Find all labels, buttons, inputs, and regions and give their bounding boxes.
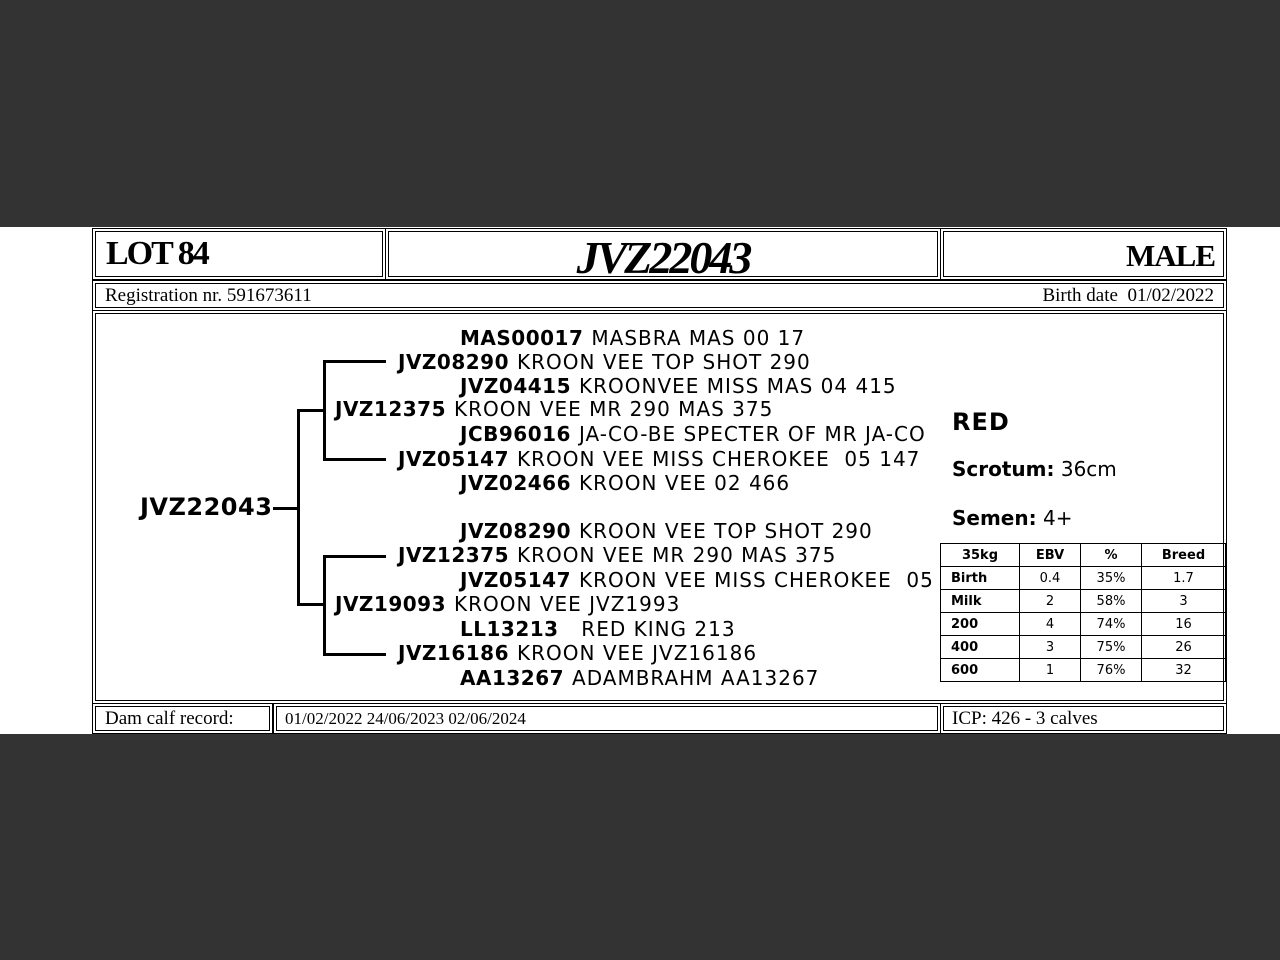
animal-name: KROON VEE JVZ16186: [517, 641, 758, 665]
ebv-header-row: [941, 544, 1226, 567]
ebv-header: Breed: [1142, 544, 1226, 567]
animal-name: KROONVEE MISS MAS 04 415: [579, 374, 897, 398]
ebv-row: [941, 613, 1226, 636]
animal-name: KROON VEE JVZ1993: [454, 592, 681, 616]
animal-code: MAS00017: [460, 326, 584, 350]
animal-code: AA13267: [460, 666, 565, 690]
ebv-value: 3: [1020, 636, 1081, 659]
animal-code: JVZ19093: [335, 592, 447, 616]
calf-record-dates: 01/02/2022 24/06/2023 02/06/2024: [285, 709, 526, 728]
ebv-value: 0.4: [1020, 567, 1081, 590]
ebv-breed-avg: 26: [1142, 636, 1226, 659]
animal-code: JVZ08290: [460, 519, 572, 543]
animal-code: JVZ12375: [335, 397, 447, 421]
animal-name: KROON VEE TOP SHOT 290: [517, 350, 811, 374]
ebv-accuracy: 75%: [1081, 636, 1142, 659]
icp-box: [943, 706, 1224, 731]
ebv-header: %: [1081, 544, 1142, 567]
scrotum-label: Scrotum:: [952, 457, 1055, 481]
sex-label: MALE: [1126, 238, 1215, 273]
ebv-row: [941, 590, 1226, 613]
ebv-breed-avg: 1.7: [1142, 567, 1226, 590]
ebv-header: 35kg: [941, 544, 1020, 567]
coat-color: RED: [952, 408, 1010, 436]
lot-number-box: [95, 231, 383, 277]
ebv-value: 4: [1020, 613, 1081, 636]
registration-bar: [95, 283, 1224, 308]
animal-name: MASBRA MAS 00 17: [591, 326, 806, 350]
animal-name: RED KING 213: [566, 617, 736, 641]
birth-date: [1042, 285, 1214, 307]
animal-code: JVZ05147: [460, 568, 572, 592]
calf-record-dates-box: [276, 706, 938, 731]
ebv-breed-avg: 32: [1142, 659, 1226, 682]
ebv-value: 1: [1020, 659, 1081, 682]
ebv-trait: 400: [941, 636, 1020, 659]
semen-label: Semen:: [952, 506, 1037, 530]
ebv-header: EBV: [1020, 544, 1081, 567]
ebv-breed-avg: 3: [1142, 590, 1226, 613]
birth-date-value: 01/02/2022: [1127, 285, 1214, 306]
animal-code: JVZ08290: [398, 350, 510, 374]
semen-value: 4+: [1042, 506, 1073, 530]
ebv-value: 2: [1020, 590, 1081, 613]
animal-name: KROON VEE TOP SHOT 290: [579, 519, 873, 543]
scrotum-value: 36cm: [1060, 457, 1117, 481]
calf-record-label-box: [95, 706, 270, 731]
animal-code: JVZ04415: [460, 374, 572, 398]
animal-name: JA-CO-BE SPECTER OF MR JA-CO: [578, 422, 926, 446]
animal-name: KROON VEE MR 290 MAS 375: [517, 543, 837, 567]
ebv-trait: Milk: [941, 590, 1020, 613]
animal-name: KROON VEE 02 466: [579, 471, 791, 495]
animal-name: ADAMBRAHM AA13267: [572, 666, 820, 690]
ebv-row: [941, 636, 1226, 659]
ebv-trait: Birth: [941, 567, 1020, 590]
ebv-accuracy: 58%: [1081, 590, 1142, 613]
animal-code: JVZ05147: [398, 447, 510, 471]
animal-name: KROON VEE MISS CHEROKEE 05 147: [517, 447, 921, 471]
ebv-row: [941, 567, 1226, 590]
ebv-accuracy: 74%: [1081, 613, 1142, 636]
icp-value: ICP: 426 - 3 calves: [952, 708, 1098, 729]
birth-date-label: Birth date: [1042, 285, 1118, 306]
sex-box: [943, 231, 1224, 277]
animal-code: JVZ16186: [398, 641, 510, 665]
ebv-accuracy: 76%: [1081, 659, 1142, 682]
animal-name: KROON VEE MISS CHEROKEE 05: [579, 568, 934, 592]
lot-number: LOT 84: [106, 235, 208, 272]
animal-code: JVZ02466: [460, 471, 572, 495]
animal-code: LL13213: [460, 617, 559, 641]
animal-code: JVZ12375: [398, 543, 510, 567]
pedigree-subject: JVZ22043: [140, 493, 273, 521]
ebv-breed-avg: 16: [1142, 613, 1226, 636]
animal-id-title: JVZ22043: [576, 232, 750, 283]
animal-code: JCB96016: [460, 422, 571, 446]
ebv-table: [940, 543, 1226, 682]
registration-number: Registration nr. 591673611: [105, 285, 312, 306]
ebv-accuracy: 35%: [1081, 567, 1142, 590]
calf-record-label: Dam calf record:: [105, 708, 234, 729]
ebv-trait: 600: [941, 659, 1020, 682]
ebv-row: [941, 659, 1226, 682]
animal-id-box: [388, 231, 938, 283]
ebv-trait: 200: [941, 613, 1020, 636]
animal-name: KROON VEE MR 290 MAS 375: [454, 397, 774, 421]
